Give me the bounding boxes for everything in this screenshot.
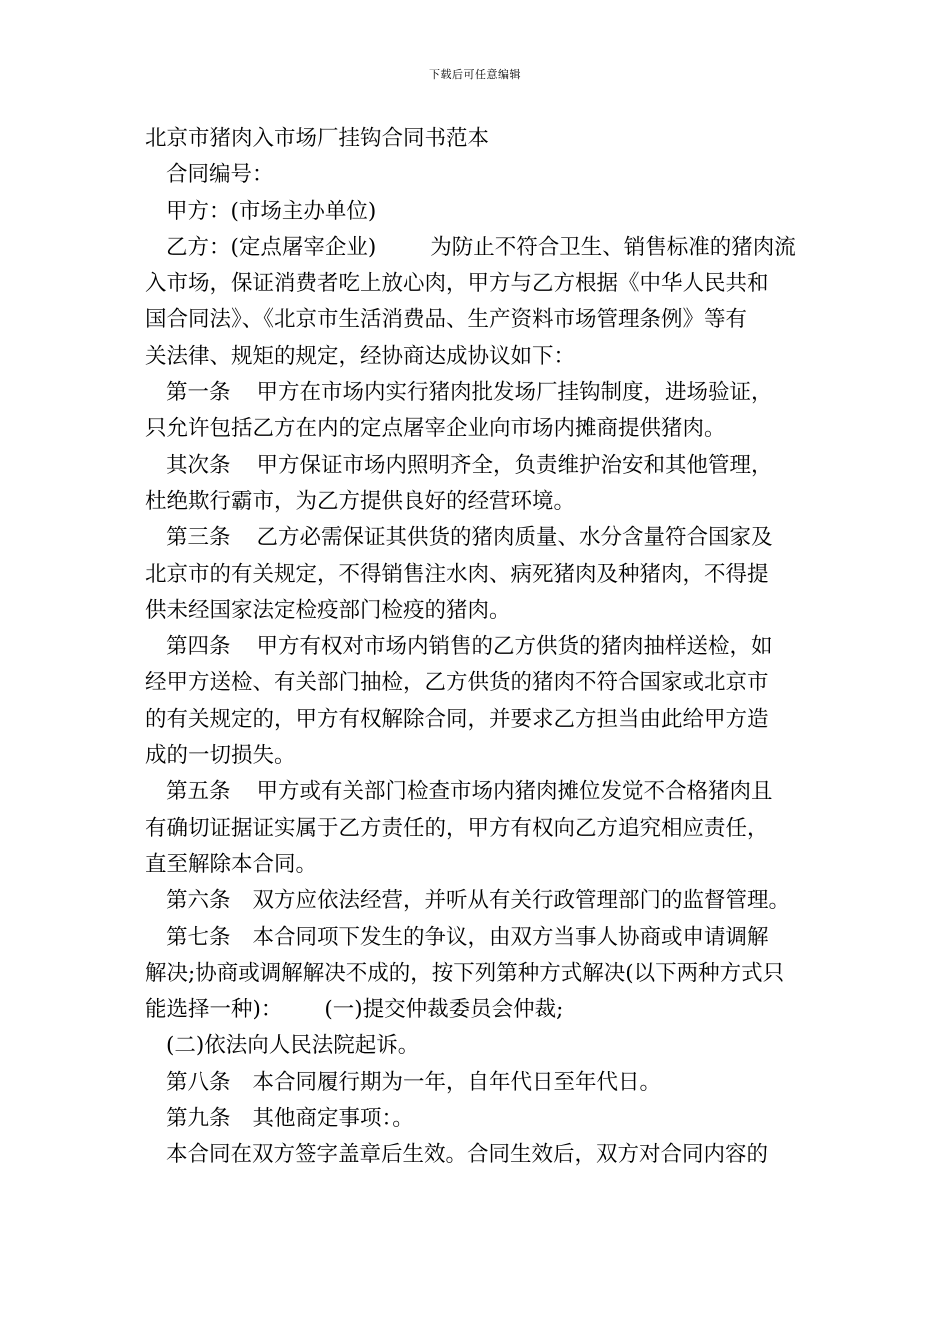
preamble-line: 关法律、规矩的规定，经协商达成协议如下： xyxy=(145,343,576,369)
article-2-line: 杜绝欺行霸市，为乙方提供良好的经营环境。 xyxy=(145,488,576,514)
article-label: 第三条 xyxy=(166,525,231,551)
article-4 xyxy=(145,629,810,665)
article-7 xyxy=(145,920,810,956)
article-4-line: 的有关规定的，甲方有权解除合同，并要求乙方担当由此给甲方造 xyxy=(145,706,769,732)
party-b: 乙方：(定点屠宰企业) xyxy=(166,234,377,260)
article-3-line: 北京市的有关规定，不得销售注水肉、病死猪肉及种猪肉，不得提 xyxy=(145,561,769,587)
article-label: 第四条 xyxy=(166,634,231,660)
article-text: 甲方有权对市场内销售的乙方供货的猪肉抽样送检，如 xyxy=(256,634,773,660)
article-text: 本合同履行期为一年，自年代日至年代日。 xyxy=(252,1069,662,1095)
article-2 xyxy=(145,448,810,484)
preamble-line: 国合同法》、《北京市生活消费品、生产资料市场管理条例》等有 xyxy=(145,307,748,333)
article-text: 双方应依法经营，并听从有关行政管理部门的监督管理。 xyxy=(252,888,791,914)
party-a: 甲方：(市场主办单位) xyxy=(166,198,377,224)
article-label: 第六条 xyxy=(166,888,231,914)
article-text: 甲方或有关部门检查市场内猪肉摊位发觉不合格猪肉且 xyxy=(256,779,773,805)
article-5-line: 有确切证据证实属于乙方责任的，甲方有权向乙方追究相应责任， xyxy=(145,815,769,841)
article-7-line-3 xyxy=(145,992,810,1028)
article-label: 第七条 xyxy=(166,924,231,950)
article-1 xyxy=(145,375,810,411)
article-label: 第一条 xyxy=(166,380,231,406)
article-text: 乙方必需保证其供货的猪肉质量、水分含量符合国家及 xyxy=(256,525,773,551)
article-label: 第八条 xyxy=(166,1069,231,1095)
document-title: 北京市猪肉入市场厂挂钩合同书范本 xyxy=(145,126,490,151)
article-5 xyxy=(145,774,810,810)
preamble-text: 为防止不符合卫生、销售标准的猪肉流 xyxy=(430,234,796,260)
party-b-line xyxy=(145,230,810,266)
page-header: 下载后可任意编辑 xyxy=(429,68,521,81)
preamble-line: 入市场，保证消费者吃上放心肉，甲方与乙方根据《中华人民共和 xyxy=(145,271,769,297)
article-5-line: 直至解除本合同。 xyxy=(145,851,318,877)
article-text: 甲方保证市场内照明齐全，负责维护治安和其他管理， xyxy=(256,452,773,478)
contract-number: 合同编号： xyxy=(166,162,274,188)
article-text: 能选择一种)： xyxy=(145,997,283,1023)
article-1-line: 只允许包括乙方在内的定点屠宰企业向市场内摊商提供猪肉。 xyxy=(145,416,726,442)
article-label: 其次条 xyxy=(166,452,231,478)
document-body xyxy=(145,121,810,1174)
article-6 xyxy=(145,883,810,919)
article-3-line: 供未经国家法定检疫部门检疫的猪肉。 xyxy=(145,597,511,623)
article-option-1: (一)提交仲裁委员会仲裁; xyxy=(324,997,564,1023)
article-text: 其他商定事项：。 xyxy=(252,1106,414,1132)
article-4-line: 经甲方送检、有关部门抽检，乙方供货的猪肉不符合国家或北京市 xyxy=(145,670,769,696)
article-text: 本合同项下发生的争议，由双方当事人协商或申请调解 xyxy=(252,924,769,950)
article-label: 第五条 xyxy=(166,779,231,805)
article-7-line: 解决;协商或调解解决不成的，按下列第种方式解决(以下两种方式只 xyxy=(145,960,785,986)
article-8 xyxy=(145,1065,810,1101)
article-3 xyxy=(145,520,810,556)
article-9 xyxy=(145,1101,810,1137)
article-label: 第九条 xyxy=(166,1106,231,1132)
article-text: 甲方在市场内实行猪肉批发场厂挂钩制度，进场验证， xyxy=(256,380,773,406)
article-option-2: (二)依法向人民法院起诉。 xyxy=(166,1033,420,1059)
article-4-line: 成的一切损失。 xyxy=(145,743,296,769)
closing-paragraph: 本合同在双方签字盖章后生效。合同生效后，双方对合同内容的 xyxy=(166,1142,769,1168)
